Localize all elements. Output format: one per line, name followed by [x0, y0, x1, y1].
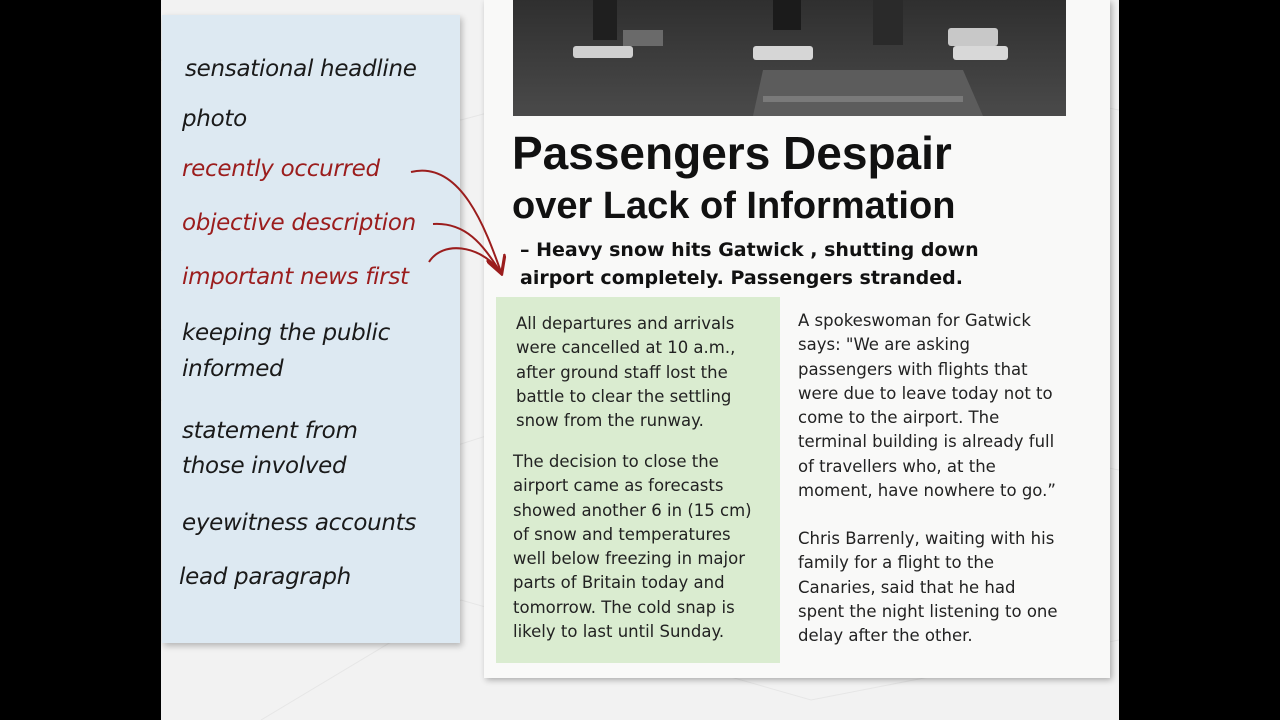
headline-line-1: Passengers Despair: [512, 127, 952, 179]
checklist-item-keeping-public-line2: informed: [182, 356, 284, 382]
checklist-item-eyewitness-accounts: eyewitness accounts: [182, 510, 417, 536]
arrow-recently-occurred: [411, 171, 501, 272]
subheadline-line-1: – Heavy snow hits Gatwick , shutting down: [520, 239, 979, 261]
checklist-item-important-news-first: important news first: [182, 264, 409, 290]
checklist-item-photo: photo: [182, 106, 247, 132]
checklist-item-objective-description: objective description: [182, 210, 416, 236]
headline-line-2: over Lack of Information: [512, 185, 956, 227]
lead-paragraph-1: All departures and arrivals were cancelled at 10 a.m., after ground staff lost the battle to clear the settling snow from the runway.: [516, 314, 736, 431]
eyewitness-statement: Chris Barrenly, waiting with his family for a flight to the Canaries, said that he had spent the night listening to one delay after the other.: [798, 529, 1058, 646]
checklist-item-keeping-public-line1: keeping the public: [182, 320, 390, 346]
subheadline-line-2: airport completely. Passengers stranded.: [520, 267, 963, 289]
lead-paragraph-2: The decision to close the airport came as forecasts showed another 6 in (15 cm) of snow and temperatures well below freezing in major parts of Britain today and tomorrow. The cold snap is likely to last until Sunday.: [513, 452, 752, 642]
checklist-item-recently-occurred: recently occurred: [182, 156, 380, 182]
checklist-item-sensational-headline: sensational headline: [185, 56, 417, 82]
annotation-arrows: [161, 0, 1119, 720]
checklist-item-statement-line2: those involved: [182, 453, 347, 479]
checklist-item-statement-line1: statement from: [182, 418, 358, 444]
checklist-item-lead-paragraph: lead paragraph: [179, 564, 351, 590]
slide: [161, 0, 1119, 720]
spokeswoman-statement: A spokeswoman for Gatwick says: "We are asking passengers with flights that were due to leave today not to come to the airport. The terminal building is already full of travellers who, at the moment, have nowhere to go.”: [798, 311, 1056, 501]
arrow-objective-description: [433, 224, 499, 270]
